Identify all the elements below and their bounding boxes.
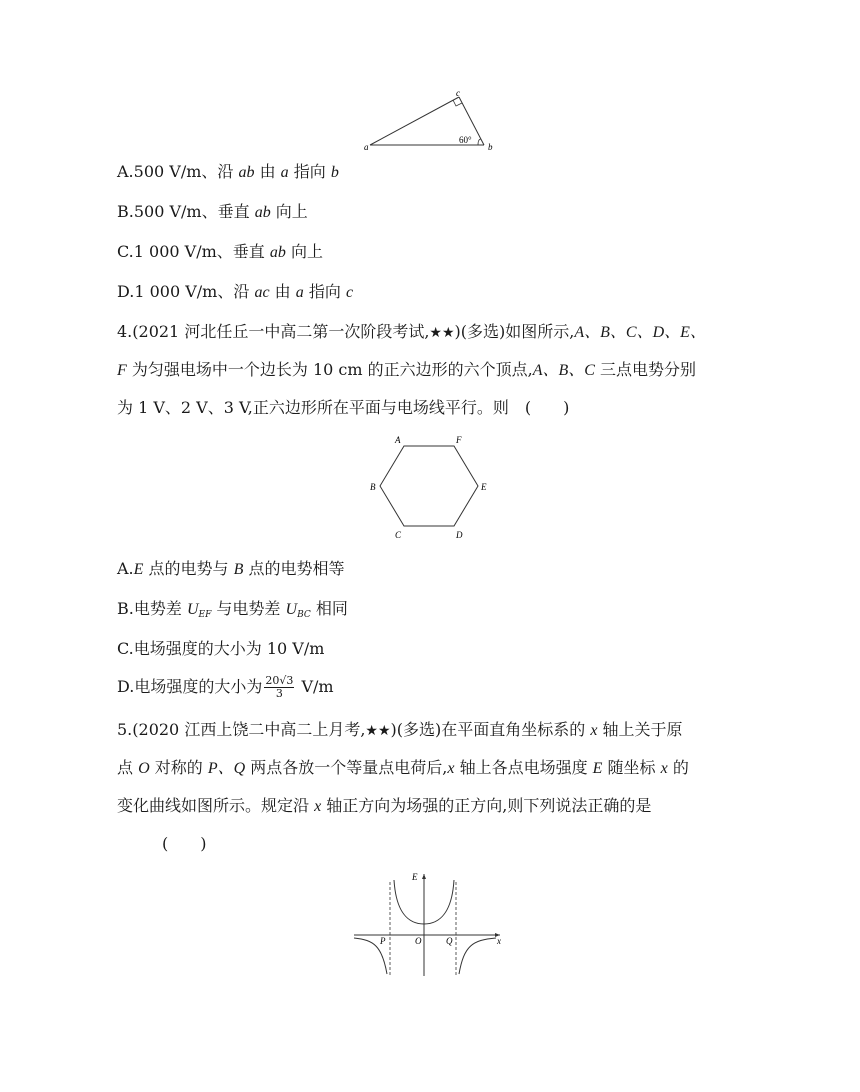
point-label-p: P [380, 936, 386, 946]
q5-stem-line2: 点 O 对称的 P、Q 两点各放一个等量点电荷后,x 轴上各点电场强度 E 随坐标 x 的 [117, 758, 689, 777]
label-b: b [488, 142, 493, 152]
point-label-q: Q [446, 936, 453, 946]
hex-label-b: B [370, 482, 376, 492]
label-angle: 60° [459, 135, 472, 145]
difficulty-stars-icon: ★★ [429, 325, 455, 341]
q4-stem-line3: 为 1 V、2 V、3 V,正六边形所在平面与电场线平行。则 ( ) [117, 398, 570, 417]
hex-label-f: F [456, 435, 462, 445]
field-graph [350, 868, 510, 978]
q4-option-b: B.电势差 $U_{EF}$ 与电势差 $U_{BC}$ 相同 [117, 599, 348, 620]
hex-label-d: D [456, 530, 463, 540]
q5-stem-line3: 变化曲线如图所示。规定沿 x 轴正方向为场强的正方向,则下列说法正确的是 [117, 796, 652, 815]
q5-answer-bracket: ( ) [162, 834, 207, 853]
hex-label-e: E [481, 482, 487, 492]
q3-option-d: D.1 000 V/m、沿 ac 由 a 指向 c [117, 282, 354, 301]
triangle-figure [360, 88, 510, 154]
q3-option-b: B.500 V/m、垂直 ab 向上 [117, 202, 308, 221]
label-a: a [364, 142, 369, 152]
hex-label-a: A [395, 435, 401, 445]
q4-option-c: C.电场强度的大小为 10 V/m [117, 639, 325, 658]
q4-option-a: A.E 点的电势与 B 点的电势相等 [117, 559, 345, 578]
q3-option-a: A.500 V/m、沿 ab 由 a 指向 b [117, 162, 339, 181]
difficulty-stars-icon: ★★ [365, 723, 391, 739]
axis-label-x: x [497, 936, 501, 946]
q4-option-d: D.电场强度的大小为 $\frac{20√3}{3}$ V/m [117, 674, 334, 700]
hex-label-c: C [395, 530, 402, 540]
hexagon-figure [366, 432, 496, 544]
axis-label-e: E [412, 872, 418, 882]
q3-option-c: C.1 000 V/m、垂直 ab 向上 [117, 242, 323, 261]
label-c: c [456, 88, 460, 98]
fraction: $\frac{20√3}{3}$ [265, 674, 294, 700]
q4-stem-line2: F 为匀强电场中一个边长为 10 cm 的正六边形的六个顶点,A、B、C 三点电势分别 [117, 360, 697, 379]
point-label-o: O [415, 936, 422, 946]
q4-stem-line1: 4.(2021 河北任丘一中高二第一次阶段考试,★★)(多选)如图所示,A、B、C、D、E、 [117, 322, 706, 341]
q5-stem-line1: 5.(2020 江西上饶二中高二上月考,★★)(多选)在平面直角坐标系的 x 轴上关于原 [117, 720, 683, 739]
